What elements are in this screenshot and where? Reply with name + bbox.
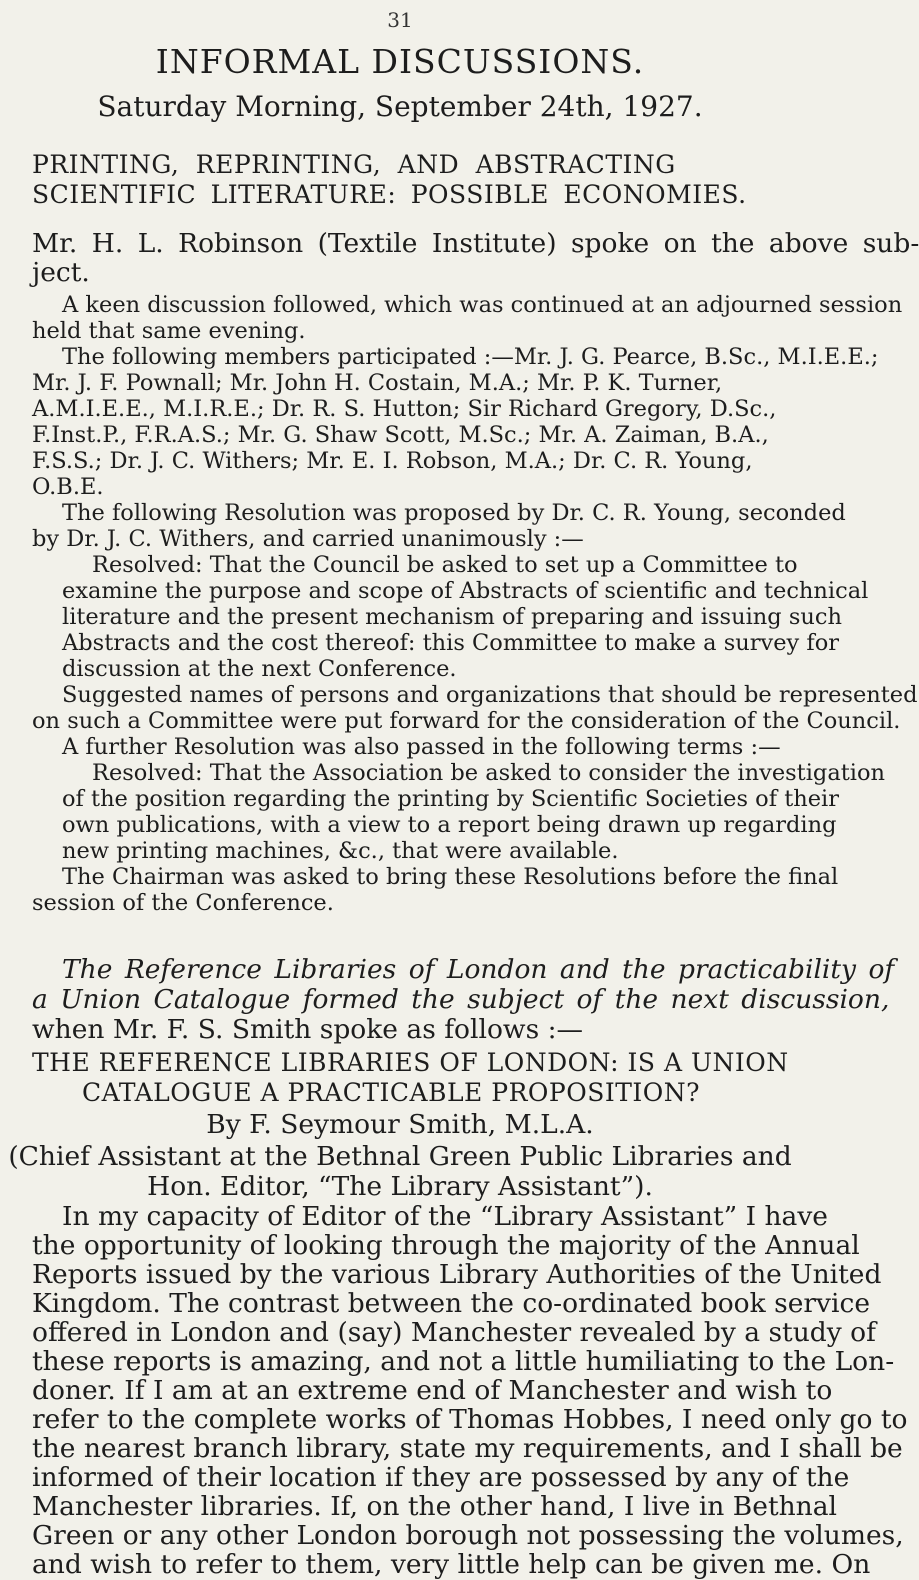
paper-body-line: these reports is amazing, and not a little humiliating to the Lon-	[32, 1346, 895, 1377]
body-line: by Dr. J. C. Withers, and carried unanimously :—	[32, 526, 584, 552]
paper-body-line: the nearest branch library, state my requirements, and I shall be	[32, 1433, 903, 1464]
body-line: session of the Conference.	[32, 890, 334, 916]
resolution-line: examine the purpose and scope of Abstracts of scientific and technical	[62, 578, 869, 604]
topic-title-line: PRINTING, REPRINTING, AND ABSTRACTING	[32, 150, 676, 179]
body-line: Mr. H. L. Robinson (Textile Institute) spoke on the above sub-	[32, 228, 919, 259]
section-subheading: Saturday Morning, September 24th, 1927.	[97, 90, 703, 123]
body-line: F.S.S.; Dr. J. C. Withers; Mr. E. I. Robson, M.A.; Dr. C. R. Young,	[32, 448, 753, 474]
resolution-line: Abstracts and the cost thereof: this Committee to make a survey for	[62, 630, 840, 656]
resolution-line: of the position regarding the printing by Scientific Societies of their	[62, 786, 839, 812]
intro-line: when Mr. F. S. Smith spoke as follows :—	[32, 1014, 584, 1045]
body-line: The Chairman was asked to bring these Resolutions before the final	[62, 864, 839, 890]
body-line: The following members participated :—Mr. J. G. Pearce, B.Sc., M.I.E.E.;	[62, 344, 879, 370]
resolution-line: own publications, with a view to a report being drawn up regarding	[62, 812, 837, 838]
body-line: The following Resolution was proposed by Dr. C. R. Young, seconded	[62, 500, 846, 526]
intro-line: a Union Catalogue formed the subject of the next discussion,	[32, 984, 890, 1015]
paper-body-line: In my capacity of Editor of the “Library Assistant” I have	[62, 1201, 828, 1232]
body-line: O.B.E.	[32, 474, 104, 500]
page-number: 31	[387, 8, 413, 32]
body-line: A.M.I.E.E., M.I.R.E.; Dr. R. S. Hutton; Sir Richard Gregory, D.Sc.,	[32, 396, 777, 422]
body-line: F.Inst.P., F.R.A.S.; Mr. G. Shaw Scott, M.Sc.; Mr. A. Zaiman, B.A.,	[32, 422, 769, 448]
intro-line: The Reference Libraries of London and the practicability of	[62, 954, 895, 985]
paper-body-line: Manchester libraries. If, on the other hand, I live in Bethnal	[32, 1491, 838, 1522]
resolution-line: Resolved: That the Association be asked to consider the investigation	[92, 760, 886, 786]
paper-body-line: and wish to refer to them, very little help can be given me. On	[32, 1549, 871, 1580]
paper-body-line: offered in London and (say) Manchester revealed by a study of	[32, 1317, 876, 1348]
paper-body-line: Green or any other London borough not possessing the volumes,	[32, 1520, 904, 1551]
resolution-line: literature and the present mechanism of preparing and issuing such	[62, 604, 842, 630]
paper-title-line: CATALOGUE A PRACTICABLE PROPOSITION?	[82, 1078, 701, 1107]
resolution-line: Resolved: That the Council be asked to set up a Committee to	[92, 552, 798, 578]
section-heading: INFORMAL DISCUSSIONS.	[155, 42, 645, 81]
body-line: held that same evening.	[32, 318, 306, 344]
paper-body-line: refer to the complete works of Thomas Hobbes, I need only go to	[32, 1404, 908, 1435]
paper-body-line: the opportunity of looking through the majority of the Annual	[32, 1230, 860, 1261]
body-line: on such a Committee were put forward for the consideration of the Council.	[32, 708, 901, 734]
topic-title-line: SCIENTIFIC LITERATURE: POSSIBLE ECONOMIES.	[32, 180, 747, 209]
body-line: Suggested names of persons and organizations that should be represented	[62, 682, 918, 708]
body-line: A further Resolution was also passed in the following terms :—	[62, 734, 781, 760]
affiliation-line: (Chief Assistant at the Bethnal Green Public Libraries and	[8, 1141, 792, 1172]
body-line: ject.	[32, 257, 90, 288]
resolution-line: new printing machines, &c., that were available.	[62, 838, 619, 864]
resolution-line: discussion at the next Conference.	[62, 656, 457, 682]
paper-body-line: doner. If I am at an extreme end of Manchester and wish to	[32, 1375, 833, 1406]
affiliation-line: Hon. Editor, “The Library Assistant”).	[147, 1171, 653, 1202]
body-line: A keen discussion followed, which was continued at an adjourned session	[62, 292, 903, 318]
byline: By F. Seymour Smith, M.L.A.	[206, 1109, 594, 1140]
paper-body-line: Kingdom. The contrast between the co-ordinated book service	[32, 1288, 871, 1319]
paper-body-line: Reports issued by the various Library Authorities of the United	[32, 1259, 882, 1290]
paper-body-line: informed of their location if they are possessed by any of the	[32, 1462, 850, 1493]
body-line: Mr. J. F. Pownall; Mr. John H. Costain, M.A.; Mr. P. K. Turner,	[32, 370, 723, 396]
paper-title-line: THE REFERENCE LIBRARIES OF LONDON: IS A UNION	[32, 1048, 789, 1077]
